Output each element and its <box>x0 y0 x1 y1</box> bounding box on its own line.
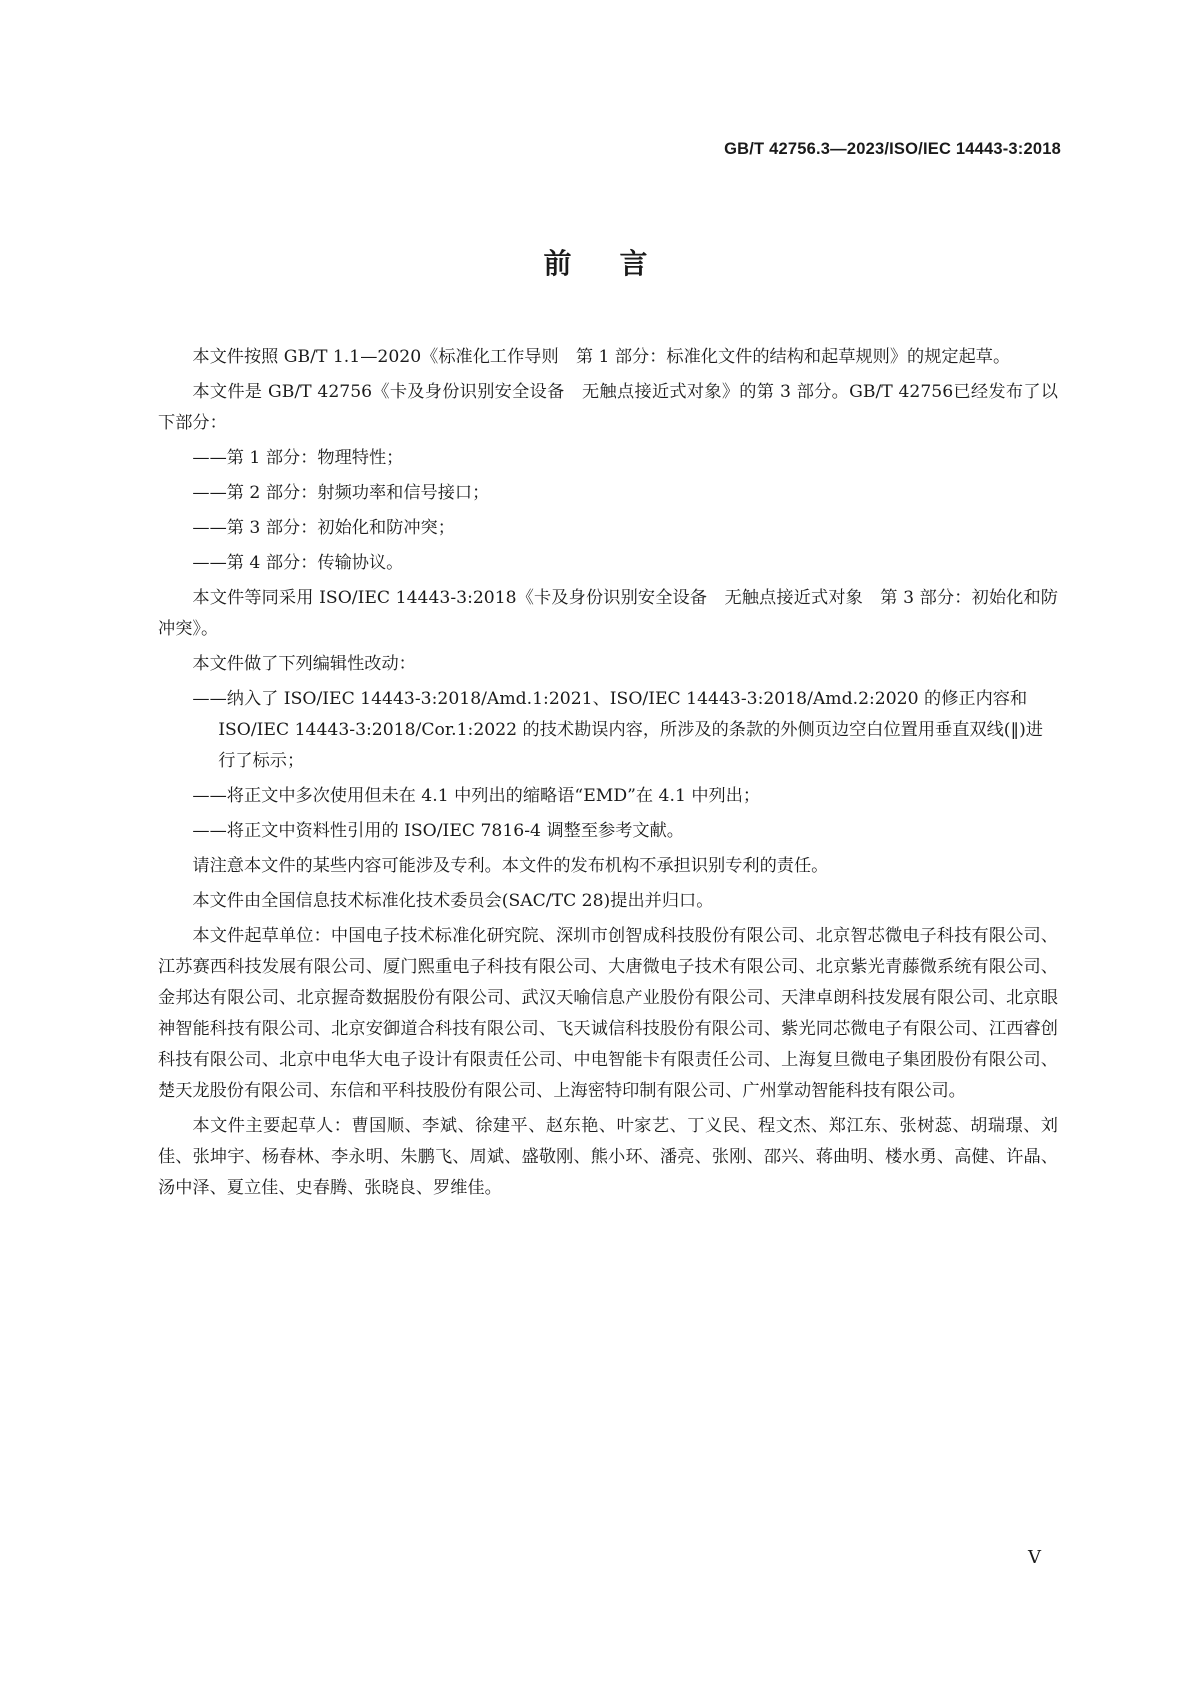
list-item: ——第 1 部分：物理特性； <box>192 448 404 468</box>
paragraph-drafters: 本文件主要起草人：曹国顺、李斌、徐建平、赵东艳、叶家艺、丁义民、程文杰、郑江东、张树蕊、胡瑞璟、刘佳、张坤宇、杨春林、李永明、朱鹏飞、周斌、盛敬刚、熊小环、潘亮、张刚、邵兴、蒋曲明、楼水勇、高健、许晶、汤中泽、夏立佳、史春腾、张晓良、罗维佳。 <box>158 1116 1058 1198</box>
paragraph-drafting-rule: 本文件按照 GB/T 1.1—2020《标准化工作导则 第 1 部分：标准化文件的结构和起草规则》的规定起草。 <box>192 347 1011 367</box>
paragraph-patent-notice: 请注意本文件的某些内容可能涉及专利。本文件的发布机构不承担识别专利的责任。 <box>192 856 829 876</box>
list-item: ——纳入了 ISO/IEC 14443-3:2018/Amd.1:2021、ISO/IEC 14443-3:2018/Amd.2:2020 的修正内容和 ISO/IEC 14443-3:2018/Cor.1:2022 的技术勘误内容，所涉及的条款的外侧页边空白位置用垂直双线(‖)进行了标示； <box>192 689 1043 771</box>
list-item: ——第 3 部分：初始化和防冲突； <box>192 518 455 538</box>
paragraph-proposer: 本文件由全国信息技术标准化技术委员会(SAC/TC 28)提出并归口。 <box>192 891 714 911</box>
page-title: 前言 <box>543 247 696 280</box>
list-item: ——第 4 部分：传输协议。 <box>192 553 404 573</box>
paragraph-editorial-changes: 本文件做了下列编辑性改动： <box>192 654 416 674</box>
standard-code-header: GB/T 42756.3—2023/ISO/IEC 14443-3:2018 <box>724 140 1061 158</box>
list-item: ——将正文中资料性引用的 ISO/IEC 7816-4 调整至参考文献。 <box>192 821 684 841</box>
foreword-body <box>158 342 1058 1208</box>
list-item: ——将正文中多次使用但未在 4.1 中列出的缩略语“EMD”在 4.1 中列出； <box>192 786 761 806</box>
page-number: V <box>1028 1547 1041 1568</box>
paragraph-drafting-units: 本文件起草单位：中国电子技术标准化研究院、深圳市创智成科技股份有限公司、北京智芯微电子科技有限公司、江苏赛西科技发展有限公司、厦门熙重电子科技有限公司、大唐微电子技术有限公司、北京紫光青藤微系统有限公司、金邦达有限公司、北京握奇数据股份有限公司、武汉天喻信息产业股份有限公司、天津卓朗科技发展有限公司、北京眼神智能科技有限公司、北京安御道合科技有限公司、飞天诚信科技股份有限公司、紫光同芯微电子有限公司、江西睿创科技有限公司、北京中电华大电子设计有限责任公司、中电智能卡有限责任公司、上海复旦微电子集团股份有限公司、楚天龙股份有限公司、东信和平科技股份有限公司、上海密特印制有限公司、广州掌动智能科技有限公司。 <box>158 926 1058 1101</box>
list-item: ——第 2 部分：射频功率和信号接口； <box>192 483 490 503</box>
paragraph-series-part: 本文件是 GB/T 42756《卡及身份识别安全设备 无触点接近式对象》的第 3 部分。GB/T 42756已经发布了以下部分： <box>158 382 1058 433</box>
paragraph-adoption: 本文件等同采用 ISO/IEC 14443-3:2018《卡及身份识别安全设备 无触点接近式对象 第 3 部分：初始化和防冲突》。 <box>158 588 1058 639</box>
